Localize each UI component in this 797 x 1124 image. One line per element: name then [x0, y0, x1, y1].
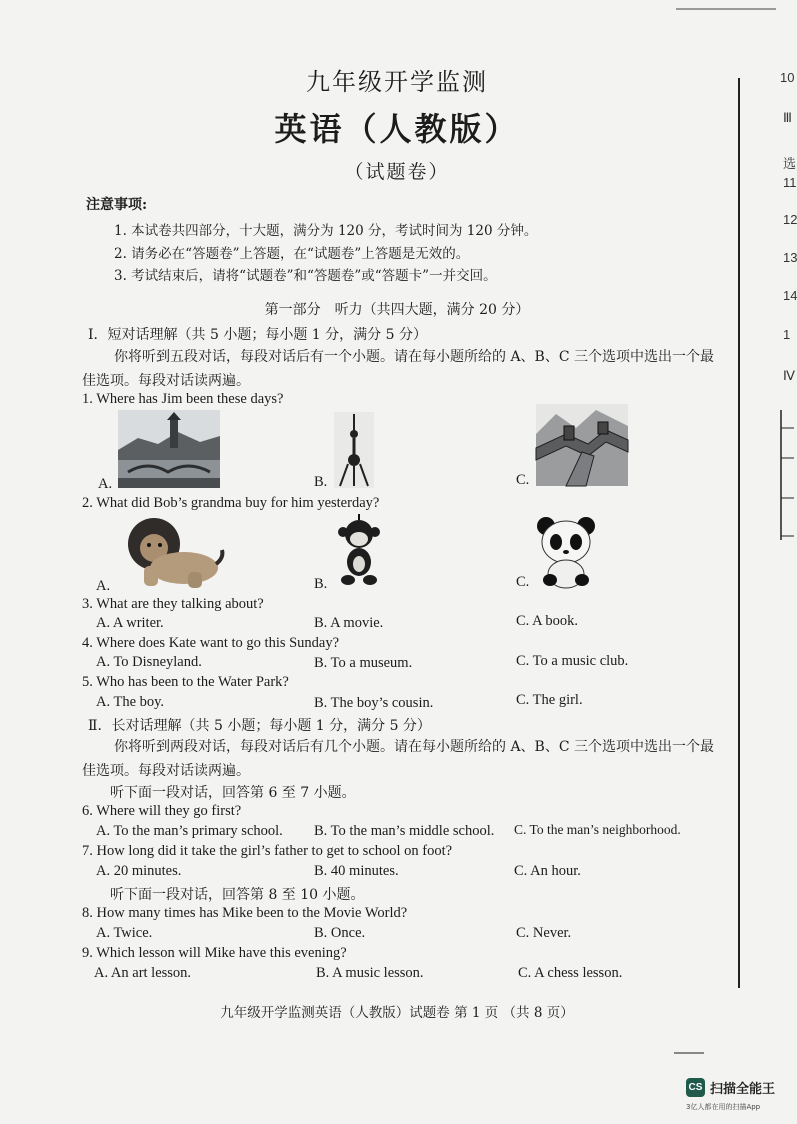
notice-item-2: 2. 请务必在“答题卷”上答题，在“试题卷”上答题是无效的。 [114, 246, 470, 262]
q1-option-c: C. [516, 472, 530, 488]
toy-monkey-image [334, 512, 384, 588]
q8-option-a: A. Twice. [96, 925, 153, 941]
q9-option-a: A. An art lesson. [94, 965, 192, 981]
q3-option-c: C. A book. [516, 613, 579, 629]
q4-option-b: B. To a museum. [314, 655, 413, 671]
scan-artifact-bottom [674, 1052, 704, 1054]
edge-text-12: 12 [783, 212, 797, 227]
section1-instruction-1: 你将听到五段对话，每段对话后有一个小题。请在每小题所给的 A、B、C 三个选项中选出一个最 [114, 349, 715, 365]
scanner-brand-name: 扫描全能王 [710, 1082, 776, 1097]
listen-instruction-6-7: 听下面一段对话，回答第 6 至 7 小题。 [110, 785, 356, 801]
exam-subject: 英语（人教版） [274, 110, 520, 148]
section2-instruction-1: 你将听到两段对话，每段对话后有几个小题。请在每小题所给的 A、B、C 三个选项中选出一个最 [114, 739, 715, 755]
q6-option-a: A. To the man’s primary school. [96, 823, 283, 839]
column-divider [738, 78, 740, 988]
question-7: 7. How long did it take the girl’s father to get to school on foot? [82, 843, 453, 859]
q6-option-b: B. To the man’s middle school. [314, 823, 495, 839]
listen-instruction-8-10: 听下面一段对话，回答第 8 至 10 小题。 [110, 887, 365, 903]
q9-option-b: B. A music lesson. [316, 965, 424, 981]
notice-item-1: 1. 本试卷共四部分，十大题，满分为 120 分，考试时间为 120 分钟。 [114, 223, 538, 239]
section2-heading: Ⅱ．长对话理解（共 5 小题；每小题 1 分，满分 5 分） [88, 718, 431, 734]
pearl-tower-image [334, 412, 374, 488]
paper-type: （试题卷） [344, 161, 450, 183]
edge-text-4: Ⅳ [783, 368, 795, 383]
q7-option-b: B. 40 minutes. [314, 863, 399, 879]
west-lake-pagoda-image [118, 410, 220, 488]
notice-heading: 注意事项: [86, 197, 148, 213]
q8-option-c: C. Never. [516, 925, 572, 941]
question-5: 5. Who has been to the Water Park? [82, 674, 289, 690]
q3-option-b: B. A movie. [314, 615, 384, 631]
q5-option-a: A. The boy. [96, 694, 165, 710]
toy-panda-image [534, 514, 598, 588]
section1-instruction-2: 佳选项。每段对话读两遍。 [82, 373, 250, 389]
page-footer: 九年级开学监测英语（人教版）试题卷 第 1 页 （共 8 页） [220, 1005, 574, 1021]
question-4: 4. Where does Kate want to go this Sunday? [82, 635, 340, 651]
scan-artifact-top [676, 8, 776, 10]
q1-option-b: B. [314, 474, 328, 490]
q9-option-c: C. A chess lesson. [518, 965, 623, 981]
q7-option-a: A. 20 minutes. [96, 863, 182, 879]
edge-text-13: 13 [783, 250, 797, 265]
question-8: 8. How many times has Mike been to the Movie World? [82, 905, 408, 921]
exam-title: 九年级开学监测 [306, 68, 488, 96]
notice-item-3: 3. 考试结束后，请将“试题卷”和“答题卷”或“答题卡”一并交回。 [114, 268, 497, 284]
q5-option-c: C. The girl. [516, 692, 583, 708]
q6-option-c: C. To the man’s neighborhood. [514, 822, 681, 837]
q1-option-a: A. [98, 476, 113, 492]
scanner-logo-icon: CS [686, 1078, 705, 1097]
q2-option-b: B. [314, 576, 328, 592]
edge-text-select: 选 [783, 156, 797, 171]
edge-text-15: 1 [783, 327, 791, 342]
question-3: 3. What are they talking about? [82, 596, 264, 612]
q7-option-c: C. An hour. [514, 863, 581, 879]
q2-option-a: A. [96, 578, 111, 594]
edge-text-11: 11 [783, 175, 797, 190]
part1-heading: 第一部分 听力（共四大题，满分 20 分） [264, 302, 530, 318]
question-9: 9. Which lesson will Mike have this evening? [82, 945, 347, 961]
question-2: 2. What did Bob’s grandma buy for him yesterday? [82, 495, 380, 511]
scanner-tagline: 3亿人都在用的扫描App [686, 1103, 761, 1111]
great-wall-image [536, 404, 628, 486]
edge-text-14: 14 [783, 288, 797, 303]
edge-text-3: Ⅲ [783, 110, 792, 125]
question-6: 6. Where will they go first? [82, 803, 242, 819]
section2-instruction-2: 佳选项。每段对话读两遍。 [82, 763, 250, 779]
q4-option-a: A. To Disneyland. [96, 654, 202, 670]
section1-heading: Ⅰ．短对话理解（共 5 小题；每小题 1 分，满分 5 分） [88, 327, 427, 343]
q2-option-c: C. [516, 574, 530, 590]
q3-option-a: A. A writer. [96, 615, 164, 631]
q8-option-b: B. Once. [314, 925, 366, 941]
toy-lion-image [118, 514, 226, 590]
edge-text-10: 10 [780, 70, 795, 85]
edge-table [778, 410, 794, 540]
q5-option-b: B. The boy’s cousin. [314, 695, 434, 711]
question-1: 1. Where has Jim been these days? [82, 391, 284, 407]
q4-option-c: C. To a music club. [516, 653, 629, 669]
